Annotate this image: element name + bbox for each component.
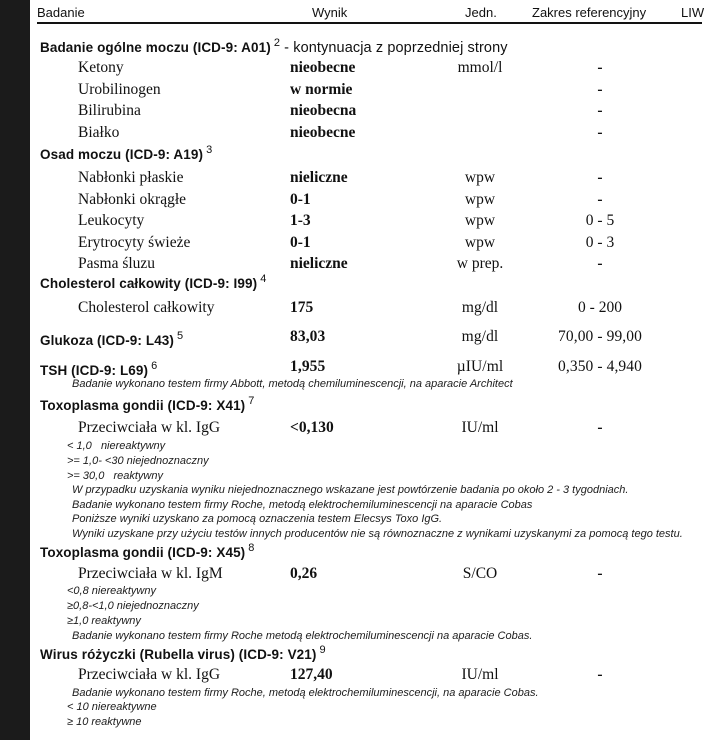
section-rows xyxy=(30,167,720,275)
unit-value: wpw xyxy=(464,190,496,208)
result-value: 1-3 xyxy=(290,212,311,229)
result-value: nieobecna xyxy=(290,102,357,119)
section-title-text: TSH (ICD-9: L69) xyxy=(40,362,149,378)
test-row xyxy=(30,57,720,79)
threshold-line: ≥0,8-<1,0 niejednoznaczny xyxy=(67,600,199,613)
reference-range-value: 70,00 - 99,00 xyxy=(558,328,642,345)
reference-range-value: - xyxy=(597,169,603,186)
method-note-line: W przypadku uzyskania wyniku niejednoznacznego wskazane jest powtórzenie badania po około 2 - 3 tygodniach. xyxy=(72,484,629,497)
section-6 xyxy=(30,391,720,541)
test-row xyxy=(30,664,720,686)
unit-value: IU/ml xyxy=(461,666,499,684)
column-header-liw: LIW xyxy=(681,5,705,20)
reference-range-value: - xyxy=(597,255,603,272)
result-value: <0,130 xyxy=(290,419,334,437)
report-sections xyxy=(30,33,720,730)
threshold-line: < 1,0 niereaktywny xyxy=(67,439,166,452)
test-name: Przeciwciała w kl. IgG xyxy=(78,419,221,437)
test-row xyxy=(30,417,720,439)
section-3 xyxy=(30,269,720,319)
unit-value: S/CO xyxy=(462,564,498,582)
section-1 xyxy=(30,33,720,143)
section-title xyxy=(30,356,720,378)
unit-value: wpw xyxy=(464,233,496,251)
threshold-line: ≥ 10 reaktywne xyxy=(67,715,142,728)
test-row xyxy=(30,79,720,101)
test-row xyxy=(30,232,720,254)
column-header-jedn: Jedn. xyxy=(465,5,497,20)
section-rows xyxy=(30,57,720,143)
reference-range-value: - xyxy=(597,59,603,76)
result-value: 0,26 xyxy=(290,564,318,582)
test-name: Cholesterol całkowity xyxy=(78,298,215,316)
table-header xyxy=(37,3,705,24)
result-value: 1,955 xyxy=(290,357,326,375)
result-value: 83,03 xyxy=(290,328,326,345)
section-title-text: Toxoplasma gondii (ICD-9: X41) xyxy=(40,398,246,414)
section-5 xyxy=(30,356,720,392)
test-row xyxy=(30,100,720,122)
section-title-text: Badanie ogólne moczu (ICD-9: A01) xyxy=(40,40,271,55)
section-title-text: Wirus różyczki (Rubella virus) (ICD-9: V21) xyxy=(40,647,317,663)
result-value: nieliczne xyxy=(290,169,348,186)
test-name: Przeciwciała w kl. IgG xyxy=(78,666,221,684)
result-value: 0-1 xyxy=(290,190,311,208)
section-title-text: Osad moczu (ICD-9: A19) xyxy=(40,147,204,162)
reference-range-value: - xyxy=(597,419,603,437)
test-name: Białko xyxy=(78,123,120,141)
page-left-black-bar xyxy=(0,0,30,740)
test-row xyxy=(30,297,720,319)
reference-range-value: - xyxy=(597,80,603,98)
reference-range-value: - xyxy=(597,190,603,208)
section-title-suffix: - kontynuacja z poprzedniej strony xyxy=(280,40,508,56)
unit-value: mg/dl xyxy=(461,328,499,345)
reference-range-value: - xyxy=(597,102,603,119)
section-title xyxy=(30,269,720,289)
section-footnote-superscript: 3 xyxy=(206,144,213,156)
method-note-line: Wyniki uzyskane przy użyciu testów innych producentów nie są równoznaczne z wynikami uzyskanymi za pomocą tego testu. xyxy=(72,527,683,540)
column-header-zakres-referencyjny: Zakres referencyjny xyxy=(532,5,647,20)
section-rows xyxy=(30,563,720,585)
section-rows xyxy=(30,664,720,686)
result-value: nieobecne xyxy=(290,123,356,141)
section-7 xyxy=(30,538,720,643)
section-footnote-superscript: 8 xyxy=(248,541,255,554)
test-name: Bilirubina xyxy=(78,102,141,119)
section-rows xyxy=(30,297,720,319)
section-footnote-superscript: 6 xyxy=(151,359,158,372)
unit-value: mmol/l xyxy=(457,59,503,76)
section-footnote-superscript: 5 xyxy=(177,330,184,342)
section-4 xyxy=(30,326,720,348)
test-name: Przeciwciała w kl. IgM xyxy=(78,564,223,582)
reference-range-value: 0 - 3 xyxy=(585,233,615,251)
section-8 xyxy=(30,640,720,730)
reference-range-value: 0,350 - 4,940 xyxy=(558,357,642,375)
test-name: Nabłonki płaskie xyxy=(78,169,184,186)
test-name: Pasma śluzu xyxy=(78,255,156,272)
reference-range-value: - xyxy=(597,123,603,141)
unit-value: wpw xyxy=(464,212,496,229)
test-row xyxy=(30,189,720,211)
method-note-line: Poniższe wyniki uzyskano za pomocą oznaczenia testem Elecsys Toxo IgG. xyxy=(72,513,443,526)
result-value: w normie xyxy=(290,80,353,98)
result-value: 127,40 xyxy=(290,666,333,684)
method-note-line: Badanie wykonano testem firmy Abbott, metodą chemiluminescencji, na aparacie Architect xyxy=(72,378,513,390)
reference-range-value: 0 - 5 xyxy=(585,212,615,229)
section-footnote-superscript: 9 xyxy=(319,644,326,657)
section-footnote-superscript: 7 xyxy=(248,395,255,408)
unit-value: mg/dl xyxy=(461,298,499,316)
column-header-badanie: Badanie xyxy=(37,5,85,20)
test-row xyxy=(30,210,720,232)
result-value: nieliczne xyxy=(290,255,348,272)
method-note-line: Badanie wykonano testem firmy Roche, metodą elektrochemiluminescencji na aparacie Cobas xyxy=(72,498,533,511)
threshold-line: <0,8 niereaktywny xyxy=(67,585,156,598)
test-name: Leukocyty xyxy=(78,212,145,229)
reference-range-value: 0 - 200 xyxy=(578,298,622,316)
section-2 xyxy=(30,140,720,275)
section-title xyxy=(30,640,720,663)
unit-value: IU/ml xyxy=(461,419,499,437)
threshold-line: >= 30,0 reaktywny xyxy=(67,469,163,482)
section-title xyxy=(30,140,720,160)
result-value: nieobecne xyxy=(290,59,356,76)
result-value: 175 xyxy=(290,298,314,316)
result-value: 0-1 xyxy=(290,233,311,251)
method-note-line: Badanie wykonano testem firmy Roche metodą elektrochemiluminescencji na aparacie Cobas. xyxy=(72,629,533,642)
section-title xyxy=(30,538,720,558)
test-row xyxy=(30,563,720,585)
section-title-text: Cholesterol całkowity (ICD-9: I99) xyxy=(40,275,258,291)
threshold-line: ≥1,0 reaktywny xyxy=(67,615,141,628)
section-title xyxy=(30,326,720,348)
reference-range-value: - xyxy=(597,564,603,582)
section-footnote-superscript: 4 xyxy=(260,272,267,285)
test-name: Ketony xyxy=(78,59,124,76)
unit-value: µIU/ml xyxy=(456,357,504,375)
method-note-line: Badanie wykonano testem firmy Roche, metodą elektrochemiluminescencji, na aparacie Cobas. xyxy=(72,686,539,699)
test-name: Urobilinogen xyxy=(78,80,161,98)
test-name: Erytrocyty świeże xyxy=(78,233,191,251)
column-header-wynik: Wynik xyxy=(312,5,348,20)
reference-range-value: - xyxy=(597,666,603,684)
lab-report-page xyxy=(30,0,720,730)
section-title-text: Toxoplasma gondii (ICD-9: X45) xyxy=(40,544,246,560)
threshold-line: >= 1,0- <30 niejednoznaczny xyxy=(67,454,209,467)
section-footnote-superscript: 2 xyxy=(273,37,281,49)
unit-value: w prep. xyxy=(456,255,504,272)
section-rows xyxy=(30,417,720,439)
test-name: Nabłonki okrągłe xyxy=(78,190,187,208)
threshold-line: < 10 niereaktywne xyxy=(67,701,157,714)
section-title-text: Glukoza (ICD-9: L43) xyxy=(40,333,175,348)
unit-value: wpw xyxy=(464,169,496,186)
section-title xyxy=(30,33,720,56)
section-title xyxy=(30,391,720,414)
test-row xyxy=(30,167,720,189)
